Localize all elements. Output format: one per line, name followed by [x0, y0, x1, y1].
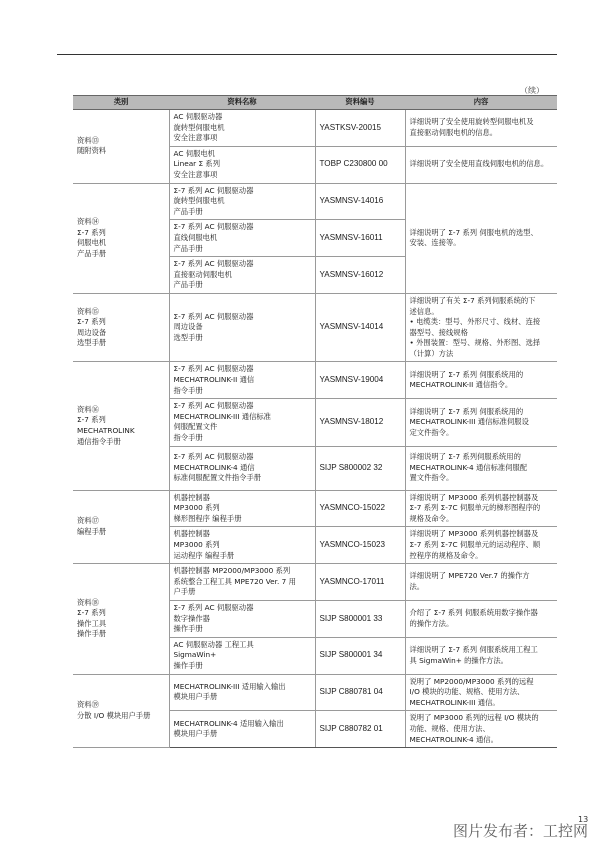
content-cell: 详细说明了 MP3000 系列机器控制器及 Σ-7 系列 Σ-7C 伺服单元的运动程序、顺 控程序的规格及命令。 — [405, 527, 557, 564]
category-cell: 资料⑯ Σ-7 系列 MECHATROLINK 通信指令手册 — [73, 362, 169, 490]
document-code-cell: YASMNCO-15023 — [315, 527, 405, 564]
document-name-cell: MECHATROLINK-4 适用输入输出 模块用户手册 — [169, 711, 315, 748]
table-row — [73, 490, 557, 527]
document-name-cell: Σ-7 系列 AC 伺服驱动器 MECHATROLINK-III 通信标准 伺服配置文件 指令手册 — [169, 399, 315, 446]
document-code-cell: YASMNSV-16012 — [315, 257, 405, 294]
document-name-cell: MECHATROLINK-III 适用输入输出 模块用户手册 — [169, 674, 315, 711]
document-name-cell: 机器控制器 MP3000 系列 梯形图程序 编程手册 — [169, 490, 315, 527]
category-cell: 资料⑰ 编程手册 — [73, 490, 169, 564]
document-name-cell: Σ-7 系列 AC 伺服驱动器 直接驱动伺服电机 产品手册 — [169, 257, 315, 294]
watermark: 图片发布者：工控网 — [452, 822, 588, 840]
content-cell: 详细说明了 Σ-7 系列 伺服系统用的 MECHATROLINK-II 通信指令。 — [405, 362, 557, 399]
content-cell: 介绍了 Σ-7 系列 伺服系统用数字操作器 的操作方法。 — [405, 600, 557, 637]
table-row — [73, 564, 557, 601]
document-name-cell: 机器控制器 MP2000/MP3000 系列 系统整合工程工具 MPE720 Ver. 7 用 户手册 — [169, 564, 315, 601]
document-table — [73, 95, 557, 748]
content-cell: 详细说明了 MP3000 系列机器控制器及 Σ-7 系列 Σ-7C 伺服单元的梯形图程序的 规格及命令。 — [405, 490, 557, 527]
document-code-cell: YASMNSV-19004 — [315, 362, 405, 399]
document-name-cell: 机器控制器 MP3000 系列 运动程序 编程手册 — [169, 527, 315, 564]
document-name-cell: AC 伺服驱动器 工程工具 SigmaWin+ 操作手册 — [169, 637, 315, 674]
content-cell: 详细说明了安全使用旋转型伺服电机及 直接驱动伺服电机的信息。 — [405, 110, 557, 147]
document-code-cell: YASMNCO-15022 — [315, 490, 405, 527]
content-cell: 详细说明了 Σ-7 系列 伺服电机的选型、 安装、连接等。 — [405, 183, 557, 293]
document-code-cell: YASTKSV-20015 — [315, 110, 405, 147]
document-code-cell: SIJP S800001 33 — [315, 600, 405, 637]
header-code: 资料编号 — [315, 96, 405, 110]
document-code-cell: SIJP C880781 04 — [315, 674, 405, 711]
table-row — [73, 110, 557, 147]
document-name-cell: Σ-7 系列 AC 伺服驱动器 周边设备 选型手册 — [169, 293, 315, 362]
content-cell: 说明了 MP2000/MP3000 系列的远程 I/O 模块的功能、规格、使用方法、 MECHATROLINK-III 通信。 — [405, 674, 557, 711]
content-cell: 详细说明了 MPE720 Ver.7 的操作方 法。 — [405, 564, 557, 601]
table-row — [73, 362, 557, 399]
table-row — [73, 183, 557, 220]
content-cell: 详细说明了 Σ-7 系列伺服系统用的 MECHATROLINK-4 通信标准伺服配 置文件指令。 — [405, 446, 557, 490]
content-cell: 详细说明了 Σ-7 系列 伺服系统用的 MECHATROLINK-III 通信标准伺服设 定文件指令。 — [405, 399, 557, 446]
table-body — [73, 110, 557, 748]
document-code-cell: YASMNSV-16011 — [315, 220, 405, 257]
category-cell: 资料⑱ Σ-7 系列 操作工具 操作手册 — [73, 564, 169, 674]
page-number: 13 — [578, 815, 589, 824]
category-cell: 资料⑬ 随附资料 — [73, 110, 169, 184]
document-name-cell: AC 伺服电机 Linear Σ 系列 安全注意事项 — [169, 146, 315, 183]
content-cell: 详细说明了安全使用直线伺服电机的信息。 — [405, 146, 557, 183]
document-code-cell: YASMNSV-18012 — [315, 399, 405, 446]
document-code-cell: YASMNCO-17011 — [315, 564, 405, 601]
header-content: 内容 — [405, 96, 557, 110]
table-header-row — [73, 96, 557, 110]
document-code-cell: SIJP S800001 34 — [315, 637, 405, 674]
content-cell: 说明了 MP3000 系列的远程 I/O 模块的 功能、规格、使用方法、 MECHATROLINK-4 通信。 — [405, 711, 557, 748]
document-name-cell: Σ-7 系列 AC 伺服驱动器 MECHATROLINK-II 通信 指令手册 — [169, 362, 315, 399]
continued-label: （续） — [520, 86, 544, 95]
document-name-cell: AC 伺服驱动器 旋转型伺服电机 安全注意事项 — [169, 110, 315, 147]
category-cell: 资料⑭ Σ-7 系列 伺服电机 产品手册 — [73, 183, 169, 293]
table-row — [73, 674, 557, 711]
top-rule — [57, 54, 557, 55]
table-row — [73, 293, 557, 362]
document-code-cell: SIJP C880782 01 — [315, 711, 405, 748]
content-cell: 详细说明了有关 Σ-7 系列伺服系统的下 述信息。 • 电缆类：型号、外形尺寸、线材、连接 器型号、接线规格 • 外围装置：型号、规格、外形图、选择 （计算）方法 — [405, 293, 557, 362]
document-code-cell: SIJP S800002 32 — [315, 446, 405, 490]
content-cell: 详细说明了 Σ-7 系列 伺服系统用工程工 具 SigmaWin+ 的操作方法。 — [405, 637, 557, 674]
header-name: 资料名称 — [169, 96, 315, 110]
document-name-cell: Σ-7 系列 AC 伺服驱动器 直线伺服电机 产品手册 — [169, 220, 315, 257]
document-code-cell: YASMNSV-14016 — [315, 183, 405, 220]
document-code-cell: TOBP C230800 00 — [315, 146, 405, 183]
category-cell: 资料⑲ 分散 I/O 模块用户手册 — [73, 674, 169, 748]
document-name-cell: Σ-7 系列 AC 伺服驱动器 MECHATROLINK-4 通信 标准伺服配置文件指令手册 — [169, 446, 315, 490]
document-name-cell: Σ-7 系列 AC 伺服驱动器 旋转型伺服电机 产品手册 — [169, 183, 315, 220]
header-category: 类别 — [73, 96, 169, 110]
document-name-cell: Σ-7 系列 AC 伺服驱动器 数字操作器 操作手册 — [169, 600, 315, 637]
document-code-cell: YASMNSV-14014 — [315, 293, 405, 362]
category-cell: 资料⑮ Σ-7 系列 周边设备 选型手册 — [73, 293, 169, 362]
